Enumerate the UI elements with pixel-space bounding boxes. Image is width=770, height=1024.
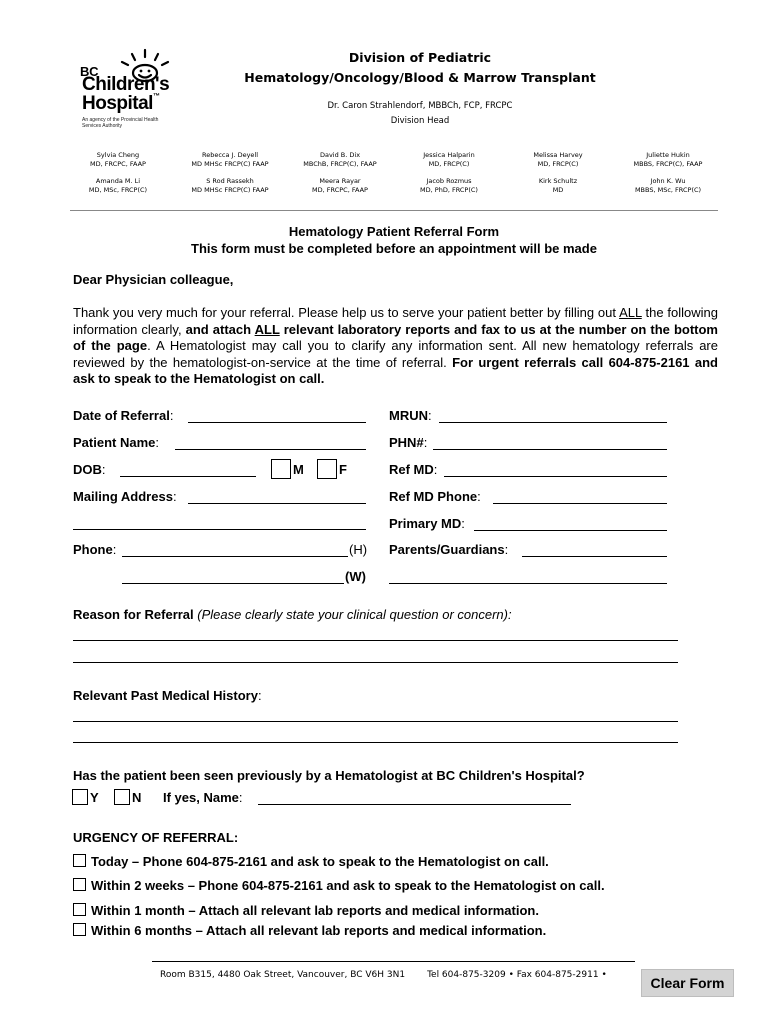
staff-member: David B. Dix MBChB, FRCP(C), FAAP	[303, 151, 377, 168]
seen-no-checkbox[interactable]	[114, 789, 130, 805]
date-of-referral-label: Date of Referral:	[73, 408, 174, 423]
primary-md-label: Primary MD:	[389, 516, 465, 531]
parents-label: Parents/Guardians:	[389, 542, 509, 557]
form-title: Hematology Patient Referral Form	[288, 224, 500, 239]
checkbox-icon[interactable]	[73, 923, 86, 936]
footer-divider	[152, 961, 635, 962]
footer-contact: Room B315, 4480 Oak Street, Vancouver, BC V6H 3N1 Tel 604-875-3209 • Fax 604-875-2911 •	[160, 970, 607, 980]
phone-work-label: (W)	[345, 569, 366, 584]
logo-text-childrens: Children's	[82, 74, 170, 95]
staff-member: Amanda M. Li MD, MSc, FRCP(C)	[88, 177, 148, 194]
division-title: Division of Pediatric	[348, 50, 492, 65]
staff-member: Melissa Harvey MD, FRCP(C)	[533, 151, 583, 168]
history-field-line-2[interactable]	[73, 742, 678, 743]
checkbox-icon[interactable]	[73, 903, 86, 916]
mailing-address-field[interactable]	[188, 503, 366, 504]
date-of-referral-field[interactable]	[188, 422, 366, 423]
urgency-option-6-months[interactable]: Within 6 months – Attach all relevant lab reports and medical information.	[73, 923, 546, 938]
sex-f-checkbox[interactable]	[317, 459, 337, 479]
hospital-logo	[70, 48, 200, 138]
parents-field[interactable]	[522, 556, 667, 557]
history-field-line-1[interactable]	[73, 721, 678, 722]
urgency-option-1-month[interactable]: Within 1 month – Attach all relevant lab reports and medical information.	[73, 903, 539, 918]
logo-text-bc: BC	[80, 64, 99, 79]
staff-member: Rebecca J. Deyell MD MHSc FRCP(C) FAAP	[191, 151, 269, 168]
phn-field[interactable]	[433, 449, 667, 450]
greeting: Dear Physician colleague,	[73, 272, 234, 287]
clear-form-button[interactable]: Clear Form	[641, 969, 734, 997]
phone-home-field[interactable]	[122, 556, 348, 557]
ref-md-phone-field[interactable]	[493, 503, 667, 504]
logo-agency-text: An agency of the Provincial Health Services Authority	[82, 117, 159, 129]
division-head-name: Dr. Caron Strahlendorf, MBBCh, FCP, FRCPC	[327, 101, 513, 111]
patient-name-field[interactable]	[175, 449, 366, 450]
staff-member: S Rod Rassekh MD MHSc FRCP(C) FAAP	[191, 177, 269, 194]
ref-md-phone-label: Ref MD Phone:	[389, 489, 481, 504]
seen-question: Has the patient been seen previously by a Hematologist at BC Children's Hospital?	[73, 768, 585, 783]
patient-name-label: Patient Name:	[73, 435, 159, 450]
intro-paragraph: Thank you very much for your referral. Please help us to serve your patient better by filling out ALL the following information clearly, and attach ALL relevant laboratory reports and fax to us at the number on the bottom of the page. A Hematologist may call you to clarify any information sent. All new hematology referrals are reviewed by the hematologist-on-service at the time of referral. For urgent referrals call 604-875-2161 and ask to speak to the Hematologist on call.	[73, 305, 718, 386]
phn-label: PHN#:	[389, 435, 428, 450]
urgency-title: URGENCY OF REFERRAL:	[73, 830, 239, 845]
staff-member: Sylvia Cheng MD, FRCPC, FAAP	[90, 151, 146, 168]
division-subtitle: Hematology/Oncology/Blood & Marrow Transplant	[244, 70, 596, 85]
seen-yes-checkbox[interactable]	[72, 789, 88, 805]
mrun-label: MRUN:	[389, 408, 432, 423]
sex-m-checkbox[interactable]	[271, 459, 291, 479]
seen-yes-label: Y	[90, 790, 99, 805]
ref-md-field[interactable]	[444, 476, 667, 477]
parents-field-2[interactable]	[389, 583, 667, 584]
ref-md-label: Ref MD:	[389, 462, 438, 477]
form-subtitle: This form must be completed before an appointment will be made	[191, 241, 597, 256]
dob-label: DOB:	[73, 462, 106, 477]
staff-member: Jessica Halparin MD, FRCP(C)	[423, 151, 475, 168]
reason-field-line-1[interactable]	[73, 640, 678, 641]
phone-home-label: (H)	[349, 542, 368, 557]
dob-field[interactable]	[120, 476, 256, 477]
header-divider	[70, 210, 718, 211]
staff-member: Kirk Schultz MD	[538, 177, 578, 194]
checkbox-icon[interactable]	[73, 878, 86, 891]
history-label: Relevant Past Medical History:	[73, 688, 262, 703]
sex-f-label: F	[339, 462, 347, 477]
previous-hematologist-field[interactable]	[258, 804, 571, 805]
sex-m-label: M	[293, 462, 304, 477]
primary-md-field[interactable]	[474, 530, 667, 531]
staff-member: Jacob Rozmus MD, PhD, FRCP(C)	[420, 177, 478, 194]
seen-no-label: N	[132, 790, 142, 805]
if-yes-name-label: If yes, Name:	[163, 790, 243, 805]
urgency-option-today[interactable]: Today – Phone 604-875-2161 and ask to speak to the Hematologist on call.	[73, 854, 549, 869]
urgency-option-2-weeks[interactable]: Within 2 weeks – Phone 604-875-2161 and ask to speak to the Hematologist on call.	[73, 878, 605, 893]
staff-member: John K. Wu MBBS, MSc, FRCP(C)	[634, 177, 702, 194]
phone-label: Phone:	[73, 542, 117, 557]
mailing-address-field-2[interactable]	[73, 529, 366, 530]
staff-member: Meera Rayar MD, FRCPC, FAAP	[312, 177, 368, 194]
logo-text-hospital: Hospital™	[82, 93, 160, 114]
checkbox-icon[interactable]	[73, 854, 86, 867]
mrun-field[interactable]	[439, 422, 667, 423]
mailing-address-label: Mailing Address:	[73, 489, 177, 504]
reason-label: Reason for Referral (Please clearly state your clinical question or concern):	[73, 607, 512, 622]
phone-work-field[interactable]	[122, 583, 344, 584]
staff-member: Juliette Hukin MBBS, FRCP(C), FAAP	[633, 151, 703, 168]
reason-field-line-2[interactable]	[73, 662, 678, 663]
division-head-title: Division Head	[390, 116, 450, 126]
